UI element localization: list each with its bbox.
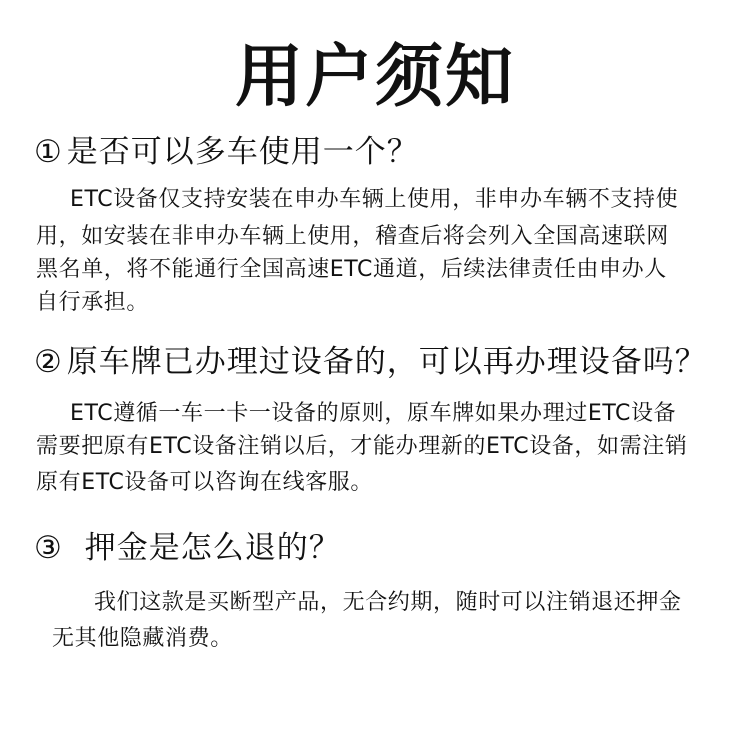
answer-2-line-3: 原有ETC设备可以咨询在线客服。 bbox=[36, 470, 374, 495]
question-3-text: 押金是怎么退的？ bbox=[84, 530, 341, 566]
question-2-text: 原车牌已办理过设备的，可以再办理设备吗？ bbox=[66, 344, 707, 380]
answer-1-line-1: ETC设备仅支持安装在申办车辆上使用，非申办车辆不支持使 bbox=[70, 187, 679, 212]
answer-1-line-2: 用，如安装在非申办车辆上使用，稽查后将会列入全国高速联网 bbox=[36, 224, 669, 249]
answer-2-line-2: 需要把原有ETC设备注销以后，才能办理新的ETC设备，如需注销 bbox=[36, 434, 688, 459]
number-badge-2: ② bbox=[34, 344, 63, 380]
question-2 bbox=[34, 340, 707, 384]
number-badge-1: ① bbox=[34, 134, 63, 170]
answer-3-line-2: 无其他隐藏消费。 bbox=[52, 626, 233, 651]
question-1-text: 是否可以多车使用一个？ bbox=[66, 134, 419, 170]
answer-3-line-1: 我们这款是买断型产品，无合约期，随时可以注销退还押金 bbox=[94, 590, 682, 615]
answer-1-line-4: 自行承担。 bbox=[36, 290, 150, 315]
answer-1-line-3: 黑名单，将不能通行全国高速ETC通道，后续法律责任由申办人 bbox=[36, 257, 667, 282]
number-badge-3: ③ bbox=[34, 530, 63, 566]
page-title: 用户须知 bbox=[234, 38, 515, 117]
answer-2-line-1: ETC遵循一车一卡一设备的原则，原车牌如果办理过ETC设备 bbox=[70, 401, 677, 426]
question-1 bbox=[34, 130, 419, 174]
question-3 bbox=[34, 526, 341, 570]
